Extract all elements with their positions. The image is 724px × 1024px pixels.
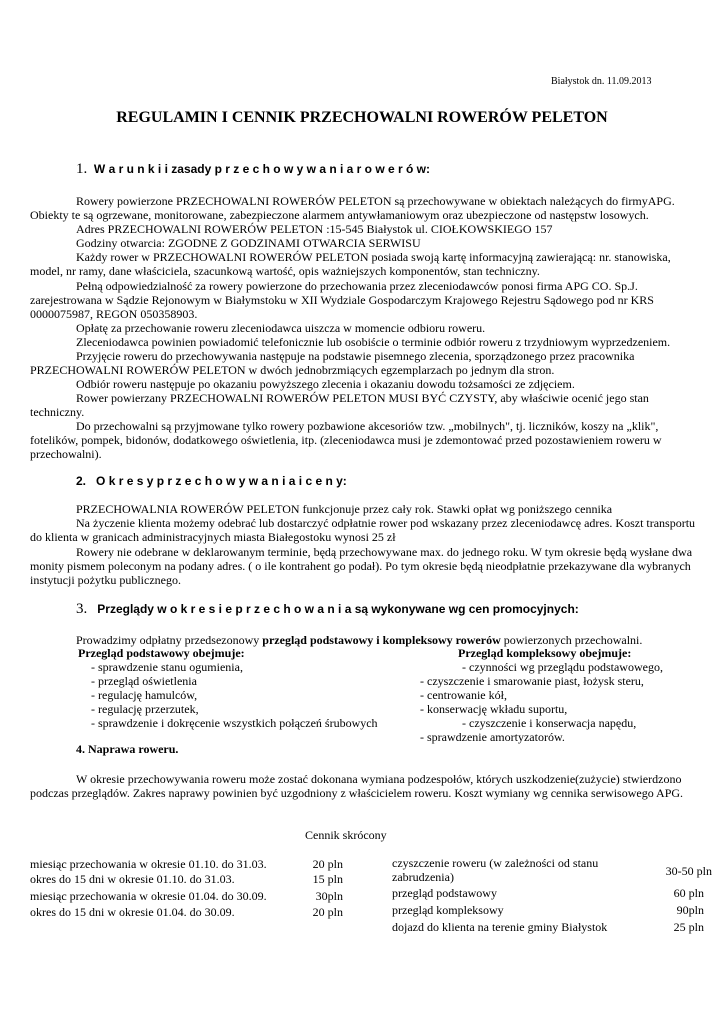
- price-left-value-2: 30pln: [315, 889, 343, 903]
- complex-review-title: Przegląd kompleksowy obejmuje:: [458, 646, 632, 660]
- s3-intro-b: przegląd podstawowy i kompleksowy rowerów: [262, 633, 501, 647]
- title-text: REGULAMIN I CENNIK PRZECHOWALNI ROWERÓW PELETON: [116, 109, 608, 126]
- s1-line-0: Rowery powierzone PRZECHOWALNI ROWERÓW PELETON są przechowywane w obiektach należących do firmyAPG.: [76, 194, 675, 208]
- pricelist-title: Cennik skrócony: [305, 828, 387, 842]
- complex-item-5: - sprawdzenie amortyzatorów.: [420, 730, 565, 744]
- basic-item-1: - przegląd oświetlenia: [91, 674, 197, 688]
- s1-line-13: Odbiór roweru następuje po okazaniu powyższego zlecenia i okazaniu dowodu tożsamości ze zdjęciem.: [76, 377, 575, 391]
- s4-line-0: W okresie przechowywania roweru może zostać dokonana wymiana podzespołów, których uszkodzenie(zużycie) stwierdzono: [76, 772, 682, 786]
- s2-line-0: PRZECHOWALNIA ROWERÓW PELETON funkcjonuje przez cały rok. Stawki opłat wg poniższego cennika: [76, 502, 613, 516]
- section-3-title-a: Przeglądy w: [97, 602, 170, 616]
- complex-item-1: - czyszczenie i smarowanie piast, łożysk steru,: [420, 674, 644, 688]
- price-left-label-3: okres do 15 dni w okresie 01.04. do 30.09.: [30, 905, 235, 919]
- s2-line-3: Rowery nie odebrane w deklarowanym terminie, będą przechowywane max. do jednego roku. W tym okresie będą wysłane dwa: [76, 545, 693, 559]
- s1-line-17: fotelików, pompek, bidonów, dodatkowego oświetlenia, itp. (zleceniodawca musi je zdemontować przed pozostawieniem roweru w: [30, 433, 662, 447]
- s1-line-10: Zleceniodawca powinien powiadomić telefonicznie lub osobiście o terminie odbiór roweru z trzydniowym wyprzedzeniem.: [76, 335, 671, 349]
- section-1-heading: [76, 162, 430, 176]
- s1-line-7: zarejestrowana w Sądzie Rejonowym w Białymstoku w XII Wydziale Gospodarczym Krajowego Rejestru Sądowego pod nr KRS: [30, 293, 654, 307]
- section-3-heading: [76, 602, 579, 616]
- price-right-label-1: przegląd podstawowy: [392, 886, 497, 900]
- s1-line-14: Rower powierzany PRZECHOWALNI ROWERÓW PELETON MUSI BYĆ CZYSTY, aby właściwie ocenić jego stan: [76, 391, 649, 405]
- s1-line-5: model, nr ramy, dane właściciela, szacunkową wartość, opis ważniejszych komponentów, stan techniczny.: [30, 264, 540, 278]
- basic-item-3: - regulację przerzutek,: [91, 702, 199, 716]
- price-left-label-0: miesiąc przechowania w okresie 01.10. do 31.03.: [30, 857, 267, 871]
- document-date: Białystok dn. 11.09.2013: [551, 76, 652, 87]
- price-right-label-2: przegląd kompleksowy: [392, 903, 504, 917]
- section-1-title: W a r u n k i i zasady p r z e c h o w y w a n i a r o w e r ó w:: [93, 162, 431, 176]
- price-right-value-0: 30-50 pln: [665, 864, 712, 878]
- s1-line-1: Obiekty te są ogrzewane, monitorowane, zabezpieczone alarmem antywłamaniowym oraz ubezpieczone od następstw losowych.: [30, 208, 649, 222]
- s3-intro-c: powierzonych przechowalni.: [500, 633, 643, 647]
- s1-line-16: Do przechowalni są przyjmowane tylko rowery pozbawione akcesoriów tzw. „mobilnych", tj. liczników, koszy na „klik",: [76, 419, 659, 433]
- price-right-label-3: dojazd do klienta na terenie gminy Białystok: [392, 920, 608, 934]
- complex-item-2: - centrowanie kół,: [420, 688, 507, 702]
- price-right-value-1: 60 pln: [673, 886, 704, 900]
- basic-review-title: Przegląd podstawowy obejmuje:: [78, 646, 245, 660]
- section-2-number: 2.: [76, 474, 87, 488]
- s1-line-11: Przyjęcie roweru do przechowywania następuje na podstawie pisemnego zlecenia, sporządzonego przez pracownika: [76, 349, 635, 363]
- s1-line-12: PRZECHOWALNI ROWERÓW PELETON w dwóch jednobrzmiących egzemplarzach po jednym dla stron.: [30, 363, 555, 377]
- complex-item-3: - konserwację wkładu suportu,: [420, 702, 568, 716]
- s1-line-3: Godziny otwarcia: ZGODNE Z GODZINAMI OTWARCIA SERWISU: [76, 236, 421, 250]
- basic-item-2: - regulację hamulców,: [91, 688, 198, 702]
- s1-line-18: przechowalni).: [30, 447, 102, 461]
- section-2-title: O k r e s y p r z e c h o w y w a n i a i c e n y:: [96, 474, 347, 488]
- price-right-label-0b: zabrudzenia): [392, 870, 454, 884]
- s1-line-4: Każdy rower w PRZECHOWALNI ROWERÓW PELETON posiada swoją kartę informacyjną zawierającą: nr. stanowiska,: [76, 250, 671, 264]
- s2-line-2: do klienta w granicach administracyjnych miasta Białegostoku wynosi 25 zł: [30, 530, 396, 544]
- s1-line-8: 0000075987, REGON 050358903.: [30, 307, 198, 321]
- s2-line-5: instytucji pożytku publicznego.: [30, 573, 181, 587]
- s4-line-1: podczas przeglądów. Zakres naprawy powinien być uzgodniony z właścicielem roweru. Koszt wymiany wg cennika serwisowego APG.: [30, 786, 684, 800]
- complex-item-4: - czyszczenie i konserwacja napędu,: [462, 716, 637, 730]
- section-3-number: 3.: [76, 601, 88, 617]
- s1-line-9: Opłatę za przechowanie roweru zleceniodawca uiszcza w momencie odbioru roweru.: [76, 321, 486, 335]
- complex-item-0: - czynności wg przeglądu podstawowego,: [462, 660, 663, 674]
- price-left-value-1: 15 pln: [312, 872, 343, 886]
- price-left-label-2: miesiąc przechowania w okresie 01.04. do 30.09.: [30, 889, 267, 903]
- s3-intro: [76, 633, 642, 647]
- price-left-label-1: okres do 15 dni w okresie 01.10. do 31.03.: [30, 872, 235, 886]
- section-2-heading: [76, 474, 347, 488]
- document-title: [0, 111, 724, 125]
- s1-line-2: Adres PRZECHOWALNI ROWERÓW PELETON :15-545 Białystok ul. CIOŁKOWSKIEGO 157: [76, 222, 553, 236]
- price-right-value-2: 90pln: [676, 903, 704, 917]
- s2-line-1: Na życzenie klienta możemy odebrać lub dostarczyć odpłatnie rower pod wskazany przez zleceniodawcę adres. Koszt transportu: [76, 516, 696, 530]
- basic-item-4: - sprawdzenie i dokręcenie wszystkich połączeń śrubowych: [91, 716, 378, 730]
- price-right-label-0a: czyszczenie roweru (w zależności od stanu: [392, 856, 599, 870]
- price-right-value-3: 25 pln: [673, 920, 704, 934]
- s2-line-4: monity pismem poleconym na podany adres. ( o ile kontrahent go podał). Po tym okresie będą nieodpłatnie przekazywane dla wybranych: [30, 559, 691, 573]
- s1-line-15: techniczny.: [30, 405, 85, 419]
- price-left-value-3: 20 pln: [312, 905, 343, 919]
- section-3-title-c: są wykonywane wg cen promocyjnych:: [354, 602, 579, 616]
- section-3-title-b: o k r e s i e p r z e c h o w a n i a: [169, 602, 355, 616]
- price-left-value-0: 20 pln: [312, 857, 343, 871]
- s1-line-6: Pełną odpowiedzialność za rowery powierzone do przechowania przez zleceniodawców ponosi firma APG CO. Sp.J.: [76, 279, 638, 293]
- s3-intro-a: Prowadzimy odpłatny przedsezonowy: [76, 633, 263, 647]
- section-1-number: 1.: [76, 161, 88, 177]
- basic-item-0: - sprawdzenie stanu ogumienia,: [91, 660, 243, 674]
- section-4-heading: 4. Naprawa roweru.: [76, 742, 179, 756]
